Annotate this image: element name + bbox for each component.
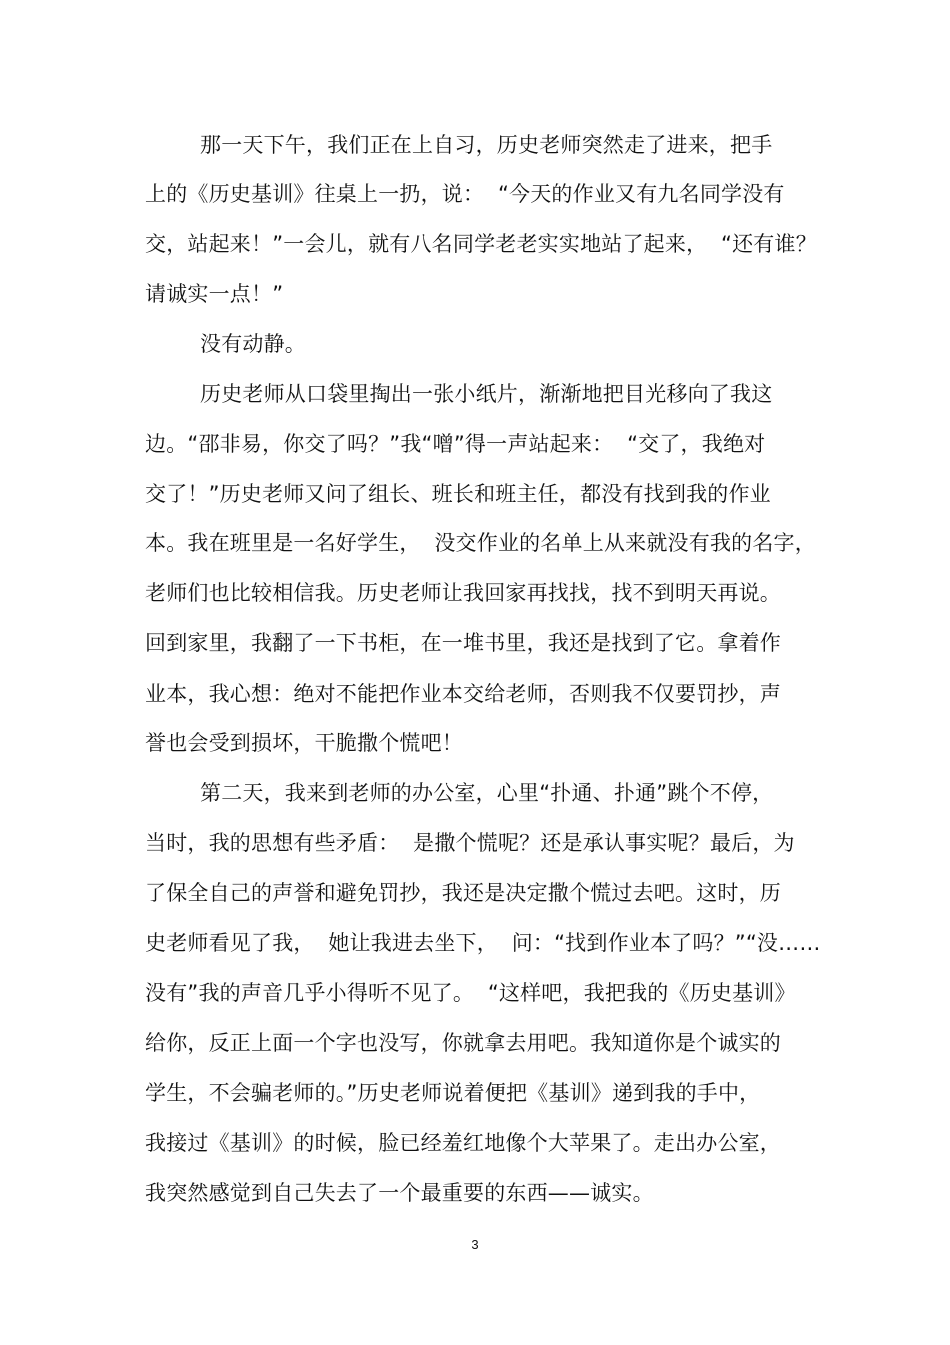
text-line: 那一天下午，我们正在上自习，历史老师突然走了进来，把手 (200, 133, 773, 157)
text-line: 边。“邵非易，你交了吗？”我“噌”得一声站起来： “交了，我绝对 (145, 432, 766, 456)
text-line: 业本，我心想：绝对不能把作业本交给老师，否则我不仅要罚抄，声 (145, 682, 781, 706)
text-line: 请诚实一点！” (145, 282, 284, 306)
text-line: 交了！”历史老师又问了组长、班长和班主任，都没有找到我的作业 (145, 482, 771, 506)
text-line: 历史老师从口袋里掏出一张小纸片，渐渐地把目光移向了我这 (200, 382, 773, 406)
text-line: 我接过《基训》的时候，脸已经羞红地像个大苹果了。走出办公室， (145, 1131, 781, 1155)
text-line: 了保全自己的声誉和避免罚抄，我还是决定撒个慌过去吧。这时，历 (145, 881, 781, 905)
text-line: 给你，反正上面一个字也没写，你就拿去用吧。我知道你是个诚实的 (145, 1031, 781, 1055)
text-line: 学生，不会骗老师的。”历史老师说着便把《基训》递到我的手中， (145, 1081, 761, 1105)
text-line: 回到家里，我翻了一下书柜，在一堆书里，我还是找到了它。拿着作 (145, 631, 781, 655)
text-line: 没有”我的声音几乎小得听不见了。 “这样吧，我把我的《历史基训》 (145, 981, 796, 1005)
text-line: 我突然感觉到自己失去了一个最重要的东西——诚实。 (145, 1181, 654, 1205)
text-line: 上的《历史基训》往桌上一扔，说： “今天的作业又有九名同学没有 (145, 182, 785, 206)
page-number: 3 (471, 1237, 479, 1252)
text-line: 老师们也比较相信我。历史老师让我回家再找找，找不到明天再说。 (145, 581, 781, 605)
text-line: 交，站起来！”一会儿，就有八名同学老老实实地站了起来， “还有谁？ (145, 232, 817, 256)
text-line: 誉也会受到损坏，干脆撒个慌吧！ (145, 731, 463, 755)
text-line: 没有动静。 (200, 332, 306, 356)
text-line: 史老师看见了我， 她让我进去坐下， 问：“找到作业本了吗？”“没…… (145, 931, 821, 955)
text-line: 本。我在班里是一名好学生， 没交作业的名单上从来就没有我的名字， (145, 531, 816, 555)
text-line: 当时，我的思想有些矛盾： 是撒个慌呢？还是承认事实呢？最后，为 (145, 831, 795, 855)
text-line: 第二天，我来到老师的办公室，心里“扑通、扑通”跳个不停， (200, 781, 774, 805)
